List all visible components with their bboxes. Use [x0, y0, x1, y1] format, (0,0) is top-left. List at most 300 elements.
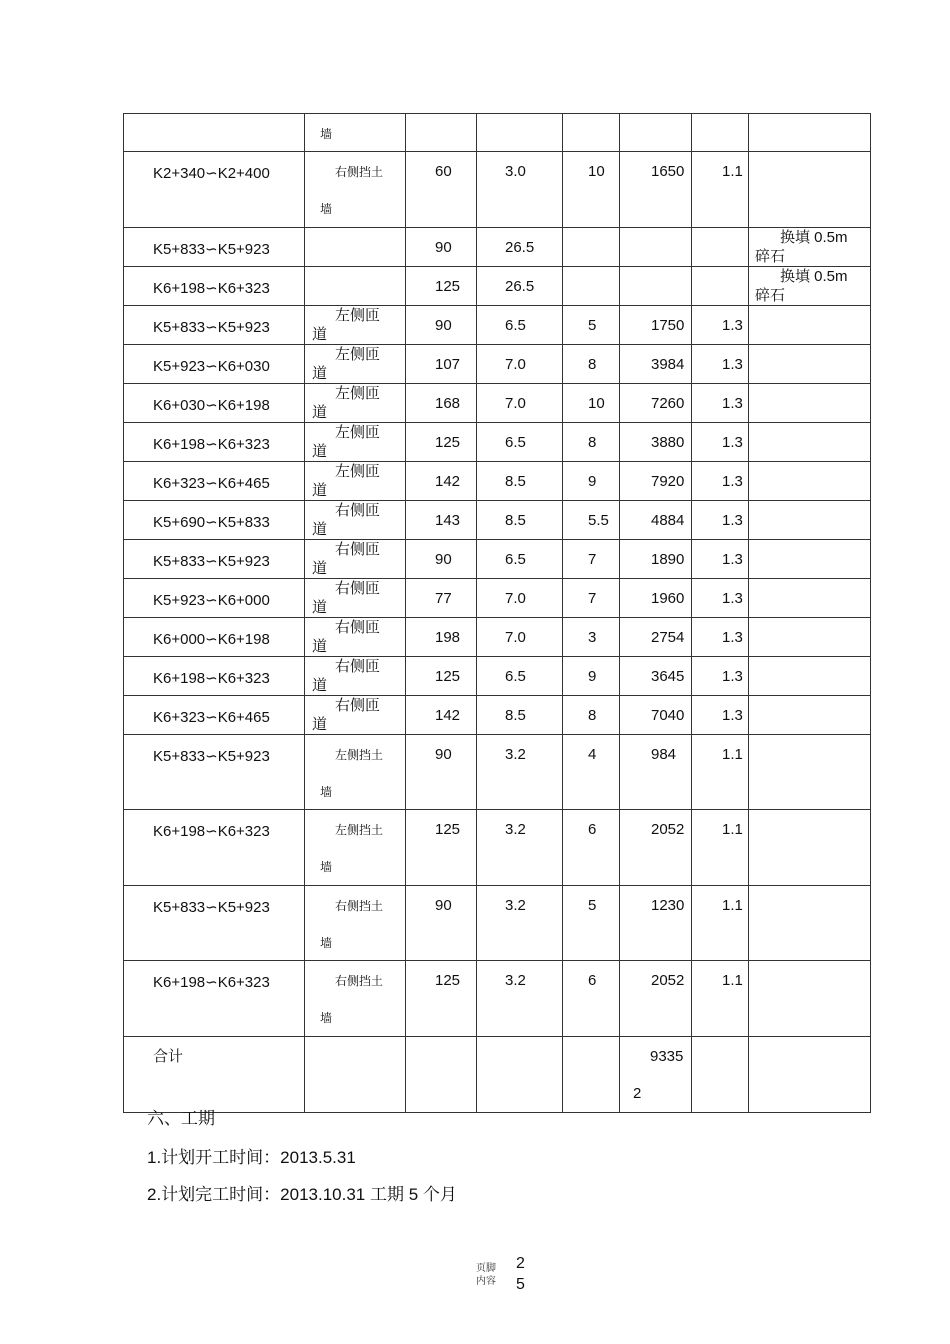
k-value: 1.3 [722, 317, 743, 334]
cell-height [477, 735, 563, 810]
width-value [563, 114, 619, 124]
section-text: K5+690∽K5+833 [153, 514, 270, 531]
cell-position [305, 540, 406, 579]
width-value: 10 [588, 395, 605, 412]
cell-height [477, 462, 563, 501]
cell-height [477, 696, 563, 735]
volume-value: 1650 [651, 163, 685, 180]
cell-length [406, 384, 477, 423]
table-row [124, 267, 871, 306]
table-row [124, 618, 871, 657]
section-text: K5+833∽K5+923 [153, 748, 270, 765]
cell-volume [620, 462, 692, 501]
cell-section [124, 306, 305, 345]
cell-k [692, 810, 749, 886]
width-value: 7 [588, 551, 597, 568]
k-value [692, 267, 748, 277]
cell-height [477, 961, 563, 1037]
width-value: 8 [588, 707, 597, 724]
cell-height [477, 345, 563, 384]
cell-height [477, 114, 563, 152]
cell-volume [620, 579, 692, 618]
cell-position [305, 345, 406, 384]
cell-empty [305, 1037, 406, 1113]
position-line1: 右侧挡土 [335, 165, 384, 179]
height-value: 7.0 [505, 590, 526, 607]
cell-k [692, 345, 749, 384]
section-text: K6+323∽K6+465 [153, 475, 270, 492]
section-text: K5+923∽K6+030 [153, 358, 270, 375]
position-line2: 墙 [320, 936, 333, 950]
volume-value: 7920 [651, 473, 685, 490]
position-line1: 左侧匝 [335, 463, 381, 480]
cell-section [124, 540, 305, 579]
section-text: K5+833∽K5+923 [153, 241, 270, 258]
cell-length [406, 501, 477, 540]
volume-value: 3984 [651, 356, 685, 373]
cell-width [563, 501, 620, 540]
section-text: K5+833∽K5+923 [153, 319, 270, 336]
cell-length [406, 540, 477, 579]
volume-value [620, 267, 691, 277]
cell-k [692, 384, 749, 423]
position-line2: 墙 [320, 127, 333, 141]
table-row-total [124, 1037, 871, 1113]
cell-length [406, 810, 477, 886]
table-row [124, 423, 871, 462]
width-value: 9 [588, 473, 597, 490]
cell-height [477, 306, 563, 345]
width-value: 8 [588, 434, 597, 451]
height-value: 7.0 [505, 629, 526, 646]
cell-k [692, 735, 749, 810]
position-line1: 左侧匝 [335, 307, 381, 324]
cell-width [563, 462, 620, 501]
position-line1: 左侧匝 [335, 424, 381, 441]
height-value: 6.5 [505, 434, 526, 451]
cell-position [305, 886, 406, 961]
section-text: K6+198∽K6+323 [153, 974, 270, 991]
cell-volume [620, 501, 692, 540]
position-line1: 右侧匝 [335, 541, 381, 558]
cell-length [406, 696, 477, 735]
volume-value: 984 [651, 746, 677, 763]
table-row [124, 696, 871, 735]
height-value: 8.5 [505, 512, 526, 529]
cell-k [692, 462, 749, 501]
cell-k [692, 267, 749, 306]
cell-height [477, 657, 563, 696]
length-value: 125 [435, 821, 461, 838]
cell-section [124, 501, 305, 540]
cell-position [305, 267, 406, 306]
length-value: 143 [435, 512, 461, 529]
length-value: 90 [435, 317, 452, 334]
cell-height [477, 423, 563, 462]
height-value: 3.0 [505, 163, 526, 180]
k-value: 1.3 [722, 590, 743, 607]
width-value: 5 [588, 317, 597, 334]
volume-value: 4884 [651, 512, 685, 529]
page-number-digit2: 5 [516, 1276, 525, 1293]
height-value: 8.5 [505, 707, 526, 724]
cell-section [124, 114, 305, 152]
position-line1: 右侧挡土 [335, 974, 384, 988]
cell-volume [620, 384, 692, 423]
cell-width [563, 696, 620, 735]
cell-width [563, 886, 620, 961]
cell-width [563, 961, 620, 1037]
cell-note [749, 501, 871, 540]
volume-value: 1890 [651, 551, 685, 568]
cell-position [305, 423, 406, 462]
volume-value: 1230 [651, 897, 685, 914]
total-volume-line2: 2 [633, 1085, 642, 1102]
length-value: 90 [435, 239, 452, 256]
cell-note [749, 735, 871, 810]
height-value: 26.5 [505, 278, 535, 295]
position-line2: 道 [312, 365, 328, 382]
length-value: 90 [435, 746, 452, 763]
cell-length [406, 657, 477, 696]
cell-height [477, 886, 563, 961]
height-value: 3.2 [505, 821, 526, 838]
height-value: 7.0 [505, 356, 526, 373]
cell-note [749, 228, 871, 267]
cell-height [477, 267, 563, 306]
cell-height [477, 618, 563, 657]
volume-value [620, 228, 691, 238]
cell-volume [620, 735, 692, 810]
cell-section [124, 152, 305, 228]
width-value: 4 [588, 746, 597, 763]
cell-empty [563, 1037, 620, 1113]
cell-section [124, 618, 305, 657]
cell-position [305, 618, 406, 657]
position-line1: 右侧匝 [335, 697, 381, 714]
cell-position [305, 462, 406, 501]
position-line1: 左侧匝 [335, 346, 381, 363]
table-row [124, 306, 871, 345]
length-value: 77 [435, 590, 452, 607]
k-value: 1.3 [722, 629, 743, 646]
cell-length [406, 152, 477, 228]
length-value: 107 [435, 356, 461, 373]
volume-value: 2052 [651, 972, 685, 989]
cell-volume [620, 114, 692, 152]
position-line2: 道 [312, 521, 328, 538]
k-value: 1.3 [722, 668, 743, 685]
k-value: 1.3 [722, 473, 743, 490]
schedule-heading: 六、工期 [147, 1109, 215, 1128]
table-row [124, 657, 871, 696]
position-line1: 左侧匝 [335, 385, 381, 402]
cell-volume [620, 961, 692, 1037]
height-value: 8.5 [505, 473, 526, 490]
cell-k [692, 152, 749, 228]
cell-height [477, 810, 563, 886]
k-value: 1.3 [722, 512, 743, 529]
cell-width [563, 114, 620, 152]
table-row [124, 462, 871, 501]
footer-label-line2: 内容 [476, 1276, 496, 1287]
cell-note [749, 810, 871, 886]
position-line2: 道 [312, 638, 328, 655]
cell-volume [620, 540, 692, 579]
cell-width [563, 618, 620, 657]
position-line2: 道 [312, 404, 328, 421]
cell-length [406, 228, 477, 267]
cell-note [749, 306, 871, 345]
table-body [124, 114, 871, 1113]
cell-section [124, 961, 305, 1037]
length-value: 168 [435, 395, 461, 412]
footer-label [476, 1262, 496, 1288]
cell-note [749, 618, 871, 657]
note-line1: 换填 0.5m [780, 268, 848, 285]
position-line2: 道 [312, 326, 328, 343]
cell-note [749, 384, 871, 423]
cell-height [477, 579, 563, 618]
footer-label-line1: 页脚 [476, 1263, 496, 1274]
cell-k [692, 228, 749, 267]
length-value: 125 [435, 278, 461, 295]
cell-note [749, 886, 871, 961]
cell-position [305, 696, 406, 735]
cell-note [749, 696, 871, 735]
cell-height [477, 228, 563, 267]
cell-section [124, 657, 305, 696]
cell-note [749, 961, 871, 1037]
height-value: 26.5 [505, 239, 535, 256]
cell-section [124, 696, 305, 735]
cell-note [749, 114, 871, 152]
cell-k [692, 696, 749, 735]
cell-position [305, 579, 406, 618]
width-value: 3 [588, 629, 597, 646]
position-line2: 墙 [320, 860, 333, 874]
cell-section [124, 267, 305, 306]
cell-k [692, 423, 749, 462]
section-text: K5+833∽K5+923 [153, 899, 270, 916]
volume-value [620, 114, 691, 124]
cell-k [692, 114, 749, 152]
cell-position [305, 735, 406, 810]
cell-k [692, 618, 749, 657]
position-line2: 道 [312, 599, 328, 616]
section-text: K5+923∽K6+000 [153, 592, 270, 609]
cell-note [749, 423, 871, 462]
table-row [124, 579, 871, 618]
cell-total-label [124, 1037, 305, 1113]
cell-k [692, 579, 749, 618]
section-text [124, 114, 304, 126]
cell-volume [620, 657, 692, 696]
position-line2: 道 [312, 443, 328, 460]
k-value: 1.1 [722, 897, 743, 914]
volume-value: 3880 [651, 434, 685, 451]
total-volume-line1: 9335 [650, 1048, 684, 1065]
table-row [124, 152, 871, 228]
k-value: 1.3 [722, 395, 743, 412]
cell-note [749, 267, 871, 306]
position-line1: 左侧挡土 [335, 823, 384, 837]
k-value: 1.3 [722, 707, 743, 724]
volume-value: 1750 [651, 317, 685, 334]
section-text: K5+833∽K5+923 [153, 553, 270, 570]
cell-volume [620, 423, 692, 462]
cell-volume [620, 228, 692, 267]
cell-section [124, 228, 305, 267]
section-text: K6+198∽K6+323 [153, 436, 270, 453]
cell-length [406, 961, 477, 1037]
width-value: 5.5 [588, 512, 609, 529]
table-row [124, 810, 871, 886]
cell-position [305, 114, 406, 152]
position-line1: 右侧匝 [335, 658, 381, 675]
cell-section [124, 462, 305, 501]
length-value: 125 [435, 972, 461, 989]
table-row [124, 540, 871, 579]
cell-width [563, 152, 620, 228]
height-value: 3.2 [505, 746, 526, 763]
length-value: 60 [435, 163, 452, 180]
table-row [124, 886, 871, 961]
cell-height [477, 384, 563, 423]
k-value: 1.3 [722, 356, 743, 373]
cell-width [563, 267, 620, 306]
k-value: 1.3 [722, 434, 743, 451]
width-value: 9 [588, 668, 597, 685]
page-number [516, 1253, 525, 1295]
planned-finish: 2.计划完工时间：2013.10.31 工期 5 个月 [147, 1185, 457, 1204]
length-value: 142 [435, 473, 461, 490]
cell-k [692, 961, 749, 1037]
volume-value: 2052 [651, 821, 685, 838]
width-value [563, 267, 619, 277]
note-line2: 碎石 [755, 287, 786, 304]
cell-note [749, 579, 871, 618]
position-line2: 墙 [320, 202, 333, 216]
cell-section [124, 735, 305, 810]
cell-width [563, 810, 620, 886]
cell-section [124, 345, 305, 384]
width-value: 6 [588, 821, 597, 838]
height-value: 6.5 [505, 551, 526, 568]
position-line2: 墙 [320, 1011, 333, 1025]
length-value: 125 [435, 668, 461, 685]
cell-length [406, 462, 477, 501]
section-text: K6+198∽K6+323 [153, 670, 270, 687]
earthwork-table [123, 113, 871, 1113]
position-line1: 左侧挡土 [335, 748, 384, 762]
cell-position [305, 961, 406, 1037]
cell-k [692, 886, 749, 961]
cell-k [692, 501, 749, 540]
cell-width [563, 423, 620, 462]
width-value [563, 228, 619, 238]
cell-section [124, 384, 305, 423]
cell-width [563, 228, 620, 267]
cell-k [692, 540, 749, 579]
cell-note [749, 540, 871, 579]
k-value: 1.3 [722, 551, 743, 568]
cell-note [749, 152, 871, 228]
k-value: 1.1 [722, 163, 743, 180]
cell-length [406, 345, 477, 384]
cell-section [124, 810, 305, 886]
section-text: K6+000∽K6+198 [153, 631, 270, 648]
k-value: 1.1 [722, 821, 743, 838]
cell-note [749, 657, 871, 696]
cell-empty [749, 1037, 871, 1113]
cell-section [124, 579, 305, 618]
cell-length [406, 267, 477, 306]
position-line2: 道 [312, 677, 328, 694]
cell-length [406, 618, 477, 657]
length-value: 125 [435, 434, 461, 451]
note-line2: 碎石 [755, 248, 786, 265]
cell-volume [620, 810, 692, 886]
height-value: 6.5 [505, 317, 526, 334]
position-line1: 右侧匝 [335, 502, 381, 519]
section-text: K6+323∽K6+465 [153, 709, 270, 726]
cell-length [406, 306, 477, 345]
cell-k [692, 306, 749, 345]
cell-width [563, 345, 620, 384]
cell-section [124, 423, 305, 462]
total-label: 合计 [153, 1048, 184, 1065]
position-line2: 道 [312, 482, 328, 499]
cell-width [563, 384, 620, 423]
table-row [124, 114, 871, 152]
cell-volume [620, 267, 692, 306]
cell-total-volume [620, 1037, 692, 1113]
cell-position [305, 228, 406, 267]
cell-height [477, 152, 563, 228]
width-value: 7 [588, 590, 597, 607]
page-number-digit1: 2 [516, 1255, 525, 1272]
cell-length [406, 735, 477, 810]
width-value: 5 [588, 897, 597, 914]
position-line1: 右侧匝 [335, 580, 381, 597]
cell-volume [620, 345, 692, 384]
height-value: 3.2 [505, 897, 526, 914]
cell-volume [620, 152, 692, 228]
table-row [124, 961, 871, 1037]
cell-empty [477, 1037, 563, 1113]
length-value: 198 [435, 629, 461, 646]
cell-length [406, 886, 477, 961]
cell-width [563, 579, 620, 618]
cell-position [305, 501, 406, 540]
table-row [124, 384, 871, 423]
cell-volume [620, 618, 692, 657]
height-value: 6.5 [505, 668, 526, 685]
cell-width [563, 540, 620, 579]
position-line2: 墙 [320, 785, 333, 799]
position-line1: 右侧挡土 [335, 899, 384, 913]
cell-volume [620, 306, 692, 345]
volume-value: 2754 [651, 629, 685, 646]
table-row [124, 228, 871, 267]
volume-value: 7260 [651, 395, 685, 412]
section-text: K6+030∽K6+198 [153, 397, 270, 414]
k-value [692, 114, 748, 124]
cell-length [406, 114, 477, 152]
section-text: K2+340∽K2+400 [153, 165, 270, 182]
height-value: 3.2 [505, 972, 526, 989]
